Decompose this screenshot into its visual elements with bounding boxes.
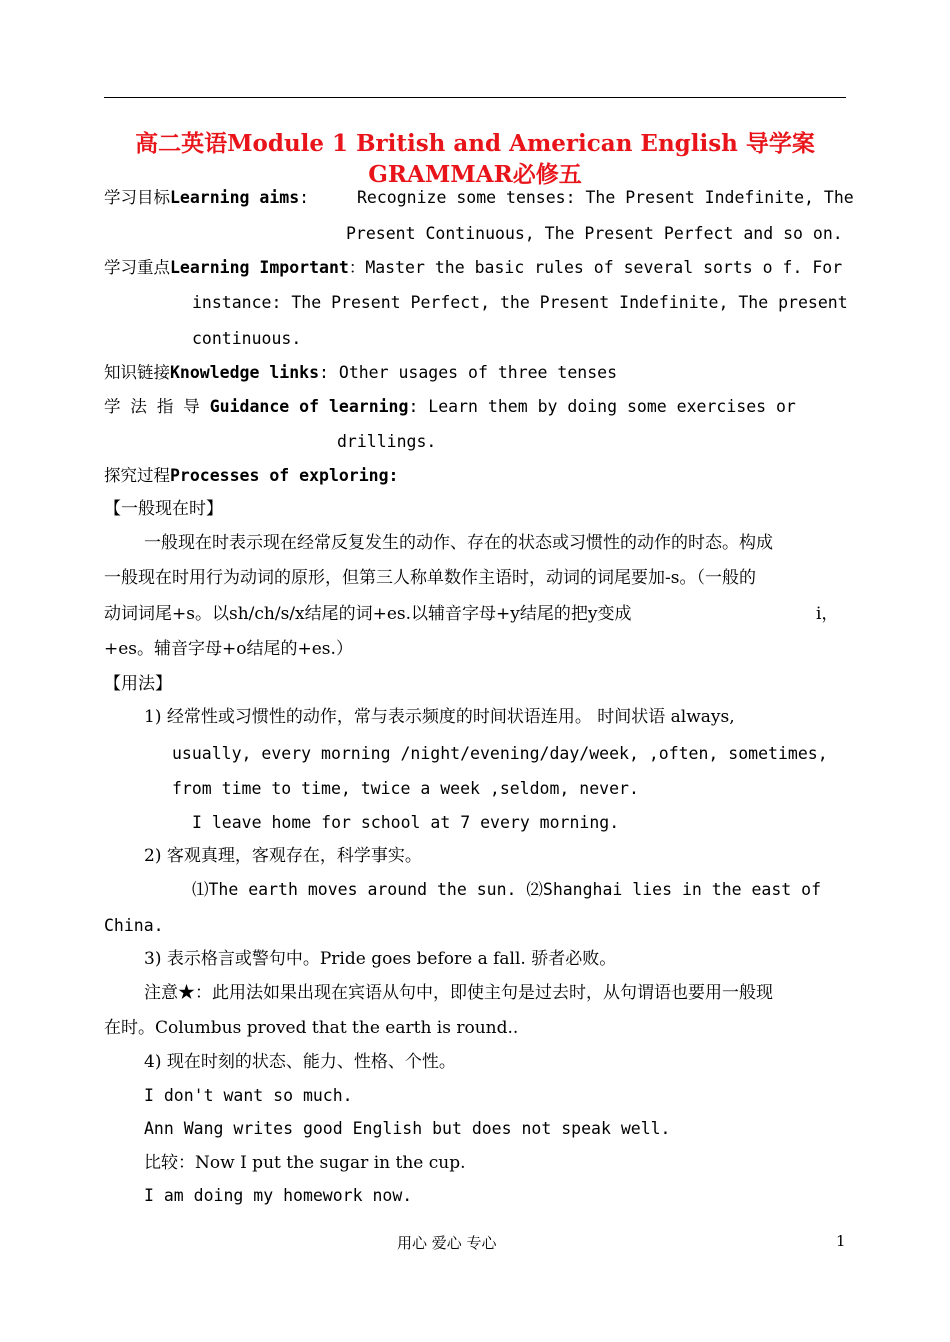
aims-text-line1	[357, 187, 854, 209]
guidance-label-cn: 学 法 指 导	[104, 397, 200, 416]
guidance-text-line2: drillings.	[337, 432, 437, 451]
aims-text1: Recognize some tenses: The Present Indefinite, The	[357, 188, 854, 207]
section1-paragraph-line3a: 动词词尾+s。以sh/ch/s/x结尾的词+es.以辅音字母+y结尾的把y变成	[104, 604, 632, 624]
usage3-line: 3) 表示格言或警句中。Pride goes before a fall. 骄者必败。	[144, 949, 617, 969]
usage-heading: 【用法】	[104, 674, 172, 694]
usage2-example-line1: ⑴The earth moves around the sun. ⑵Shanghai lies in the east of	[192, 880, 822, 899]
usage4-line: 4) 现在时刻的状态、能力、性格、个性。	[144, 1052, 456, 1072]
links-label-en: Knowledge links	[170, 363, 320, 382]
usage4-example3: 比较：Now I put the sugar in the cup.	[144, 1153, 466, 1173]
guidance-text1: : Learn them by doing some exercises or	[408, 397, 796, 416]
section1-paragraph-line3b: i，	[816, 604, 839, 624]
section-heading-present-indefinite: 【一般现在时】	[104, 499, 223, 519]
usage4-example2: Ann Wang writes good English but does not speak well.	[144, 1119, 671, 1138]
usage1-line3: from time to time, twice a week ,seldom, never.	[172, 779, 639, 798]
note-line1: 注意★：此用法如果出现在宾语从句中，即使主句是过去时，从句谓语也要用一般现	[144, 983, 773, 1003]
exploring-row	[104, 465, 398, 487]
usage1-line1: 1) 经常性或习惯性的动作，常与表示频度的时间状语连用。 时间状语 always,	[144, 707, 735, 727]
guidance-label-en: Guidance of learning	[209, 397, 409, 416]
important-text-line3: continuous.	[192, 329, 302, 348]
important-text1: ：Master the basic rules of several sorts o f. For	[348, 258, 843, 277]
aims-row	[104, 187, 309, 209]
usage1-line2: usually, every morning /night/evening/day/week, ,often, sometimes,	[172, 744, 828, 763]
footer-motto: 用心 爱心 专心	[397, 1234, 497, 1252]
section1-paragraph-line1: 一般现在时表示现在经常反复发生的动作、存在的状态或习惯性的动作的时态。构成	[144, 533, 773, 553]
usage4-example4: I am doing my homework now.	[144, 1186, 413, 1205]
section1-paragraph-line4: +es。辅音字母+o结尾的+es.）	[104, 639, 353, 659]
header-rule	[104, 97, 846, 98]
usage2-line: 2) 客观真理，客观存在，科学事实。	[144, 846, 422, 866]
links-row	[104, 362, 617, 384]
section1-paragraph-line2: 一般现在时用行为动词的原形，但第三人称单数作主语时，动词的词尾要加-s。（一般的	[104, 568, 756, 588]
doc-title-line1: 高二英语Module 1 British and American English 导学案	[135, 130, 815, 157]
important-row	[104, 257, 842, 279]
usage2-example-line2: China.	[104, 916, 164, 935]
links-text: : Other usages of three tenses	[319, 363, 618, 382]
aims-text-line2: Present Continuous, The Present Perfect and so on.	[346, 224, 843, 243]
exploring-label-cn: 探究过程	[104, 466, 170, 485]
note-line2: 在时。Columbus proved that the earth is round..	[104, 1018, 519, 1038]
usage1-example: I leave home for school at 7 every morning.	[192, 813, 620, 832]
usage4-example1: I don't want so much.	[144, 1086, 353, 1105]
guidance-row	[104, 396, 796, 418]
exploring-label-en: Processes of exploring:	[170, 466, 399, 485]
important-text-line2: instance: The Present Perfect, the Present Indefinite, The present	[192, 293, 848, 312]
important-label-cn: 学习重点	[104, 258, 170, 277]
page-number: 1	[836, 1232, 846, 1250]
links-label-cn: 知识链接	[104, 363, 170, 382]
aims-colon: :	[299, 188, 310, 207]
aims-label-cn: 学习目标	[104, 188, 170, 207]
important-label-en: Learning Important	[170, 258, 349, 277]
aims-label-en: Learning aims	[170, 188, 300, 207]
doc-title-line2: GRAMMAR必修五	[368, 161, 582, 188]
